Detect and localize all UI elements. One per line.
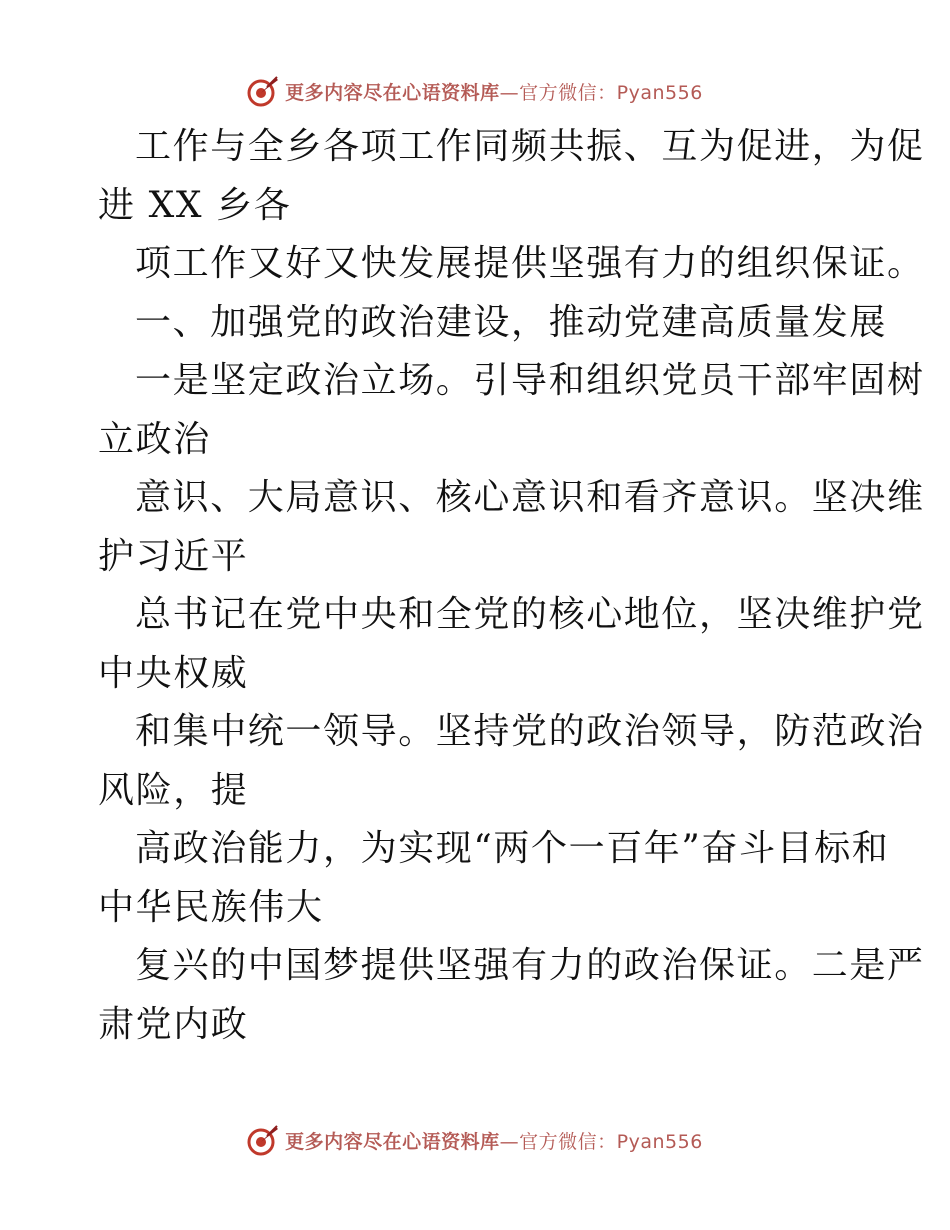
- header-watermark: [0, 71, 950, 111]
- quill-logo-icon: [247, 75, 279, 107]
- text-line: 一是坚定政治立场。引导和组织党员干部牢固树: [135, 360, 925, 401]
- text-line: 风险，提: [98, 769, 249, 811]
- watermark-strong: 更多内容尽在心语资料库: [285, 81, 500, 104]
- footer-watermark: [0, 1120, 950, 1160]
- text-line: 护习近平: [98, 535, 249, 577]
- text-line: 高政治能力，为实现“两个一百年”奋斗目标和: [135, 828, 890, 869]
- text-line: 和集中统一领导。坚持党的政治领导，防范政治: [135, 711, 925, 752]
- text-line: 工作与全乡各项工作同频共振、互为促进，为促: [135, 126, 925, 167]
- quill-logo-icon: [247, 1124, 279, 1156]
- watermark-rest: —官方微信：Pyan556: [499, 1130, 703, 1153]
- text-line: 立政治: [98, 418, 211, 460]
- watermark-rest: —官方微信：Pyan556: [499, 81, 703, 104]
- document-body: [98, 118, 925, 1054]
- text-line: 一、加强党的政治建设，推动党建高质量发展: [135, 301, 888, 343]
- watermark-text: [285, 78, 703, 105]
- text-line: 肃党内政: [98, 1003, 249, 1045]
- text-line: 中央权威: [98, 652, 249, 694]
- text-line: 项工作又好又快发展提供坚强有力的组织保证。: [135, 243, 925, 284]
- text-line: 意识、大局意识、核心意识和看齐意识。坚决维: [135, 477, 925, 518]
- text-line: 中华民族伟大: [98, 886, 324, 928]
- watermark-strong: 更多内容尽在心语资料库: [285, 1130, 500, 1153]
- watermark-text: [285, 1127, 703, 1154]
- text-line: 进 XX 乡各: [98, 184, 292, 226]
- text-line: 复兴的中国梦提供坚强有力的政治保证。二是严: [135, 945, 925, 986]
- text-line: 总书记在党中央和全党的核心地位，坚决维护党: [135, 594, 925, 635]
